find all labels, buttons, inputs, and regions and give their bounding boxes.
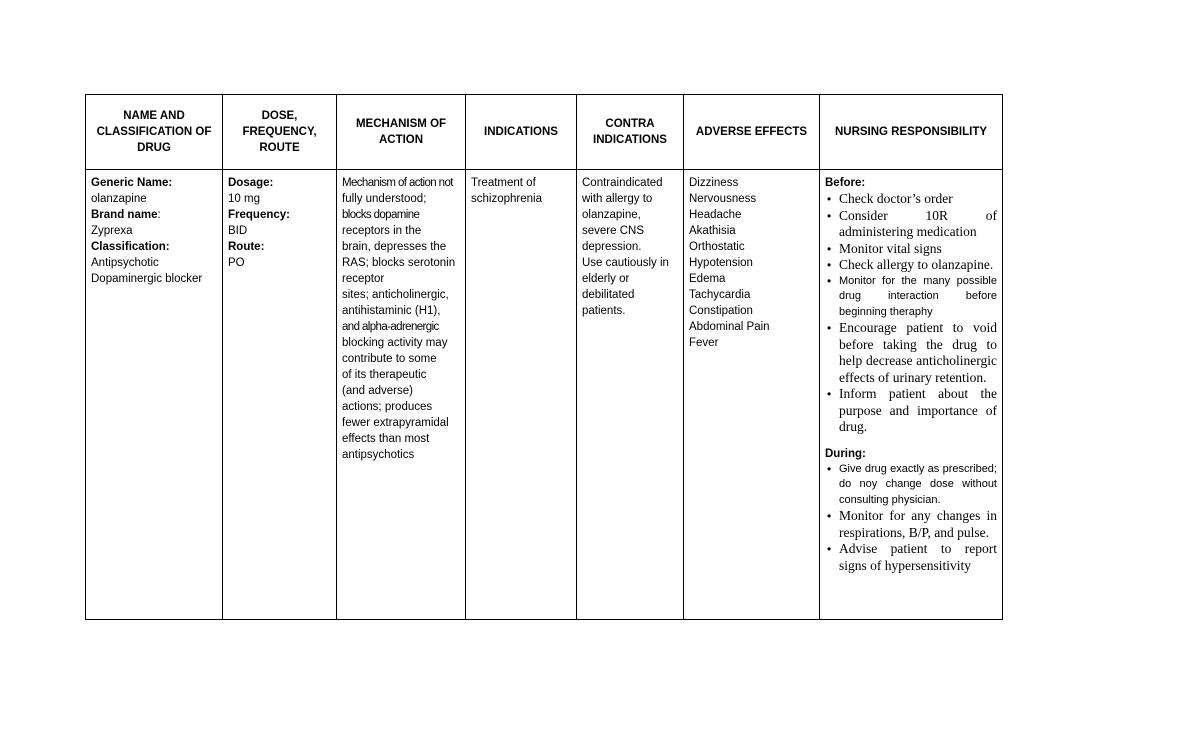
mechanism-line: antihistaminic (H1), <box>342 305 441 317</box>
list-item: • Monitor for any changes in respirations, B/P, and pulse. <box>825 508 997 541</box>
table-row <box>86 170 1003 620</box>
adverse-effect: Dizziness <box>689 177 739 189</box>
during-label: During: <box>825 447 866 460</box>
drug-study-table <box>85 94 1003 620</box>
mechanism-line: receptors in the <box>342 225 422 237</box>
adverse-effect: Constipation <box>689 305 753 317</box>
cell-contraindications <box>577 170 684 620</box>
list-item: • Advise patient to report signs of hypersensitivity <box>825 541 997 574</box>
contra-line: with allergy to <box>582 193 653 205</box>
indication-line: Treatment of <box>471 177 536 189</box>
generic-name: olanzapine <box>91 193 147 205</box>
indication-line: schizophrenia <box>471 193 542 205</box>
route-value: PO <box>228 257 245 269</box>
mechanism-line: brain, depresses the <box>342 241 447 253</box>
contra-line: debilitated <box>582 289 635 301</box>
brand-name: Zyprexa <box>91 225 133 237</box>
adverse-effect: Nervousness <box>689 193 757 205</box>
classification-1: Antipsychotic <box>91 257 159 269</box>
mechanism-line: fewer extrapyramidal <box>342 417 449 429</box>
before-label: Before: <box>825 177 866 189</box>
list-item: • Check allergy to olanzapine. <box>825 257 997 274</box>
adverse-effect: Hypotension <box>689 257 753 269</box>
adverse-effect: Tachycardia <box>689 289 751 301</box>
mechanism-line: antipsychotics <box>342 449 415 461</box>
brand-name-colon: : <box>157 209 161 221</box>
contra-line: Use cautiously in <box>582 257 669 269</box>
cell-adverse-effects <box>684 170 820 620</box>
header-row <box>86 95 1003 170</box>
mechanism-line: actions; produces <box>342 401 433 413</box>
cell-nursing-responsibility <box>820 170 1003 620</box>
mechanism-line: RAS; blocks serotonin <box>342 257 456 269</box>
mechanism-line: and alpha-adrenergic <box>342 321 439 333</box>
adverse-effect: Fever <box>689 337 719 349</box>
adverse-effect: Orthostatic <box>689 241 745 253</box>
mechanism-line: (and adverse) <box>342 385 413 397</box>
mechanism-line: contribute to some <box>342 353 437 365</box>
mechanism-line: Mechanism of action not <box>342 177 453 189</box>
adverse-effect: Edema <box>689 273 726 285</box>
mechanism-line: receptor <box>342 273 385 285</box>
contra-line: olanzapine, <box>582 209 641 221</box>
cell-name-classification <box>86 170 223 620</box>
dosage-value: 10 mg <box>228 193 260 205</box>
contra-line: Contraindicated <box>582 177 663 189</box>
contra-line: severe CNS <box>582 225 644 237</box>
header-nursing-responsibility: NURSING RESPONSIBILITY <box>820 95 1003 170</box>
frequency-label: Frequency: <box>228 209 290 221</box>
brand-name-label: Brand name <box>91 209 158 221</box>
mechanism-line: effects than most <box>342 433 430 445</box>
cell-dose-frequency-route <box>223 170 337 620</box>
mechanism-line: blocking activity may <box>342 337 448 349</box>
dosage-label: Dosage: <box>228 177 274 189</box>
adverse-effect: Akathisia <box>689 225 736 237</box>
header-name-classification: NAME AND CLASSIFICATION OF DRUG <box>86 95 223 170</box>
header-indications: INDICATIONS <box>466 95 577 170</box>
generic-name-label: Generic Name: <box>91 177 173 189</box>
mechanism-line: sites; anticholinergic, <box>342 289 449 301</box>
adverse-effect: Abdominal Pain <box>689 321 770 333</box>
list-item: • Monitor vital signs <box>825 241 997 258</box>
mechanism-line: blocks dopamine <box>342 209 420 221</box>
mechanism-line: of its therapeutic <box>342 369 427 381</box>
frequency-value: BID <box>228 225 248 237</box>
header-mechanism: MECHANISM OF ACTION <box>337 95 466 170</box>
list-item: • Monitor for the many possible drug interaction before beginning theraphy <box>825 274 997 321</box>
list-item: • Inform patient about the purpose and importance of drug. <box>825 386 997 436</box>
cell-indications <box>466 170 577 620</box>
list-item: • Consider 10R of administering medication <box>825 208 997 241</box>
classification-label: Classification: <box>91 241 170 253</box>
list-item: • Check doctor’s order <box>825 191 997 208</box>
list-item: • Give drug exactly as prescribed; do noy change dose without consulting physician. <box>825 462 997 509</box>
during-list <box>825 462 997 575</box>
mechanism-line: fully understood; <box>342 193 427 205</box>
header-adverse-effects: ADVERSE EFFECTS <box>684 95 820 170</box>
brand-name-line <box>91 207 217 223</box>
before-list <box>825 191 997 436</box>
adverse-effect: Headache <box>689 209 742 221</box>
route-label: Route: <box>228 241 265 253</box>
list-item: • Encourage patient to void before taking the drug to help decrease anticholinergic effects of urinary retention. <box>825 320 997 386</box>
header-dose-frequency-route: DOSE, FREQUENCY, ROUTE <box>223 95 337 170</box>
cell-mechanism <box>337 170 466 620</box>
contra-line: elderly or <box>582 273 630 285</box>
header-contraindications: CONTRA INDICATIONS <box>577 95 684 170</box>
contra-line: depression. <box>582 241 642 253</box>
classification-2: Dopaminergic blocker <box>91 273 203 285</box>
contra-line: patients. <box>582 305 626 317</box>
